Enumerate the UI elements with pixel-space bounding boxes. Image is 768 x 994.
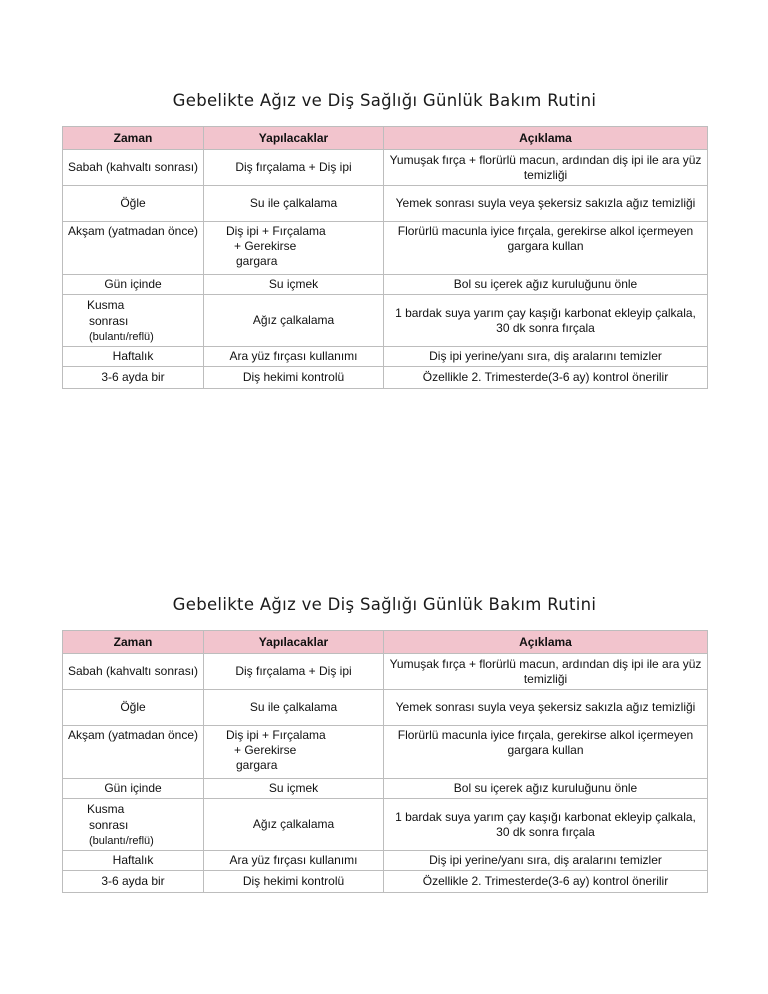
- cell-aciklama: Yumuşak fırça + florürlü macun, ardından diş ipi ile ara yüz temizliği: [384, 654, 708, 690]
- table-row: [63, 275, 708, 295]
- cell-yapilacak: Diş hekimi kontrolü: [204, 367, 384, 389]
- header-yapilacaklar: Yapılacaklar: [204, 127, 384, 150]
- cell-yapilacak: Su ile çalkalama: [204, 186, 384, 222]
- routine-block-bottom: [62, 594, 707, 893]
- cell-yapilacak: Diş fırçalama + Diş ipi: [204, 654, 384, 690]
- table-row: [63, 295, 708, 347]
- cell-zaman: Haftalık: [63, 851, 204, 871]
- cell-aciklama: 1 bardak suya yarım çay kaşığı karbonat ekleyip çalkala, 30 dk sonra fırçala: [384, 295, 708, 347]
- cell-line: sonrası: [89, 817, 129, 832]
- cell-aciklama: 1 bardak suya yarım çay kaşığı karbonat ekleyip çalkala, 30 dk sonra fırçala: [384, 799, 708, 851]
- page-title: Gebelikte Ağız ve Diş Sağlığı Günlük Bakım Rutini: [172, 595, 597, 614]
- cell-aciklama: Yemek sonrası suyla veya şekersiz sakızla ağız temizliği: [384, 690, 708, 726]
- cell-aciklama: Bol su içerek ağız kuruluğunu önle: [384, 779, 708, 799]
- cell-line: + Gerekirse: [234, 743, 297, 757]
- cell-zaman: Gün içinde: [63, 275, 204, 295]
- header-aciklama: Açıklama: [384, 127, 708, 150]
- cell-zaman: Öğle: [63, 690, 204, 726]
- routine-table: [62, 126, 708, 389]
- cell-aciklama: Bol su içerek ağız kuruluğunu önle: [384, 275, 708, 295]
- table-row: [63, 347, 708, 367]
- cell-yapilacak: Ağız çalkalama: [204, 295, 384, 347]
- cell-zaman: [63, 295, 204, 347]
- header-aciklama: Açıklama: [384, 631, 708, 654]
- cell-yapilacak: [204, 726, 384, 779]
- cell-aciklama: Florürlü macunla iyice fırçala, gerekirse alkol içermeyen gargara kullan: [384, 222, 708, 275]
- cell-aciklama: Diş ipi yerine/yanı sıra, diş aralarını temizler: [384, 347, 708, 367]
- header-yapilacaklar: Yapılacaklar: [204, 631, 384, 654]
- cell-line: Kusma: [87, 801, 125, 816]
- cell-aciklama: Diş ipi yerine/yanı sıra, diş aralarını temizler: [384, 851, 708, 871]
- table-row: [63, 726, 708, 779]
- header-zaman: Zaman: [63, 631, 204, 654]
- table-row: [63, 150, 708, 186]
- cell-yapilacak: Su içmek: [204, 779, 384, 799]
- cell-aciklama: Yumuşak fırça + florürlü macun, ardından diş ipi ile ara yüz temizliği: [384, 150, 708, 186]
- cell-zaman: 3-6 ayda bir: [63, 367, 204, 389]
- cell-line: (bulantı/reflü): [89, 834, 154, 847]
- cell-yapilacak: Su ile çalkalama: [204, 690, 384, 726]
- table-row: [63, 851, 708, 871]
- cell-zaman: Akşam (yatmadan önce): [63, 222, 204, 275]
- cell-yapilacak: [204, 222, 384, 275]
- cell-zaman: Öğle: [63, 186, 204, 222]
- table-row: [63, 222, 708, 275]
- routine-block-top: [62, 90, 707, 389]
- cell-zaman: Sabah (kahvaltı sonrası): [63, 150, 204, 186]
- cell-line: sonrası: [89, 313, 129, 328]
- cell-line: + Gerekirse: [234, 239, 297, 253]
- cell-line: Diş ipi + Fırçalama: [226, 728, 326, 742]
- cell-zaman: [63, 799, 204, 851]
- cell-line: Diş ipi + Fırçalama: [226, 224, 326, 238]
- cell-aciklama: Özellikle 2. Trimesterde(3-6 ay) kontrol önerilir: [384, 871, 708, 893]
- cell-zaman: 3-6 ayda bir: [63, 871, 204, 893]
- table-row: [63, 654, 708, 690]
- table-row: [63, 690, 708, 726]
- cell-line: (bulantı/reflü): [89, 330, 154, 343]
- cell-zaman: Sabah (kahvaltı sonrası): [63, 654, 204, 690]
- cell-yapilacak: Diş fırçalama + Diş ipi: [204, 150, 384, 186]
- cell-aciklama: Yemek sonrası suyla veya şekersiz sakızla ağız temizliği: [384, 186, 708, 222]
- cell-zaman: Gün içinde: [63, 779, 204, 799]
- cell-line: gargara: [236, 758, 278, 772]
- table-row: [63, 779, 708, 799]
- cell-yapilacak: Ara yüz fırçası kullanımı: [204, 851, 384, 871]
- table-row: [63, 871, 708, 893]
- cell-line: gargara: [236, 254, 278, 268]
- table-header-row: [63, 127, 708, 150]
- page-title: Gebelikte Ağız ve Diş Sağlığı Günlük Bakım Rutini: [172, 91, 597, 110]
- header-zaman: Zaman: [63, 127, 204, 150]
- cell-aciklama: Özellikle 2. Trimesterde(3-6 ay) kontrol önerilir: [384, 367, 708, 389]
- table-header-row: [63, 631, 708, 654]
- cell-zaman: Haftalık: [63, 347, 204, 367]
- cell-yapilacak: Su içmek: [204, 275, 384, 295]
- table-row: [63, 367, 708, 389]
- cell-yapilacak: Diş hekimi kontrolü: [204, 871, 384, 893]
- cell-line: Kusma: [87, 297, 125, 312]
- cell-yapilacak: Ara yüz fırçası kullanımı: [204, 347, 384, 367]
- cell-aciklama: Florürlü macunla iyice fırçala, gerekirse alkol içermeyen gargara kullan: [384, 726, 708, 779]
- routine-table: [62, 630, 708, 893]
- cell-yapilacak: Ağız çalkalama: [204, 799, 384, 851]
- table-row: [63, 186, 708, 222]
- cell-zaman: Akşam (yatmadan önce): [63, 726, 204, 779]
- table-row: [63, 799, 708, 851]
